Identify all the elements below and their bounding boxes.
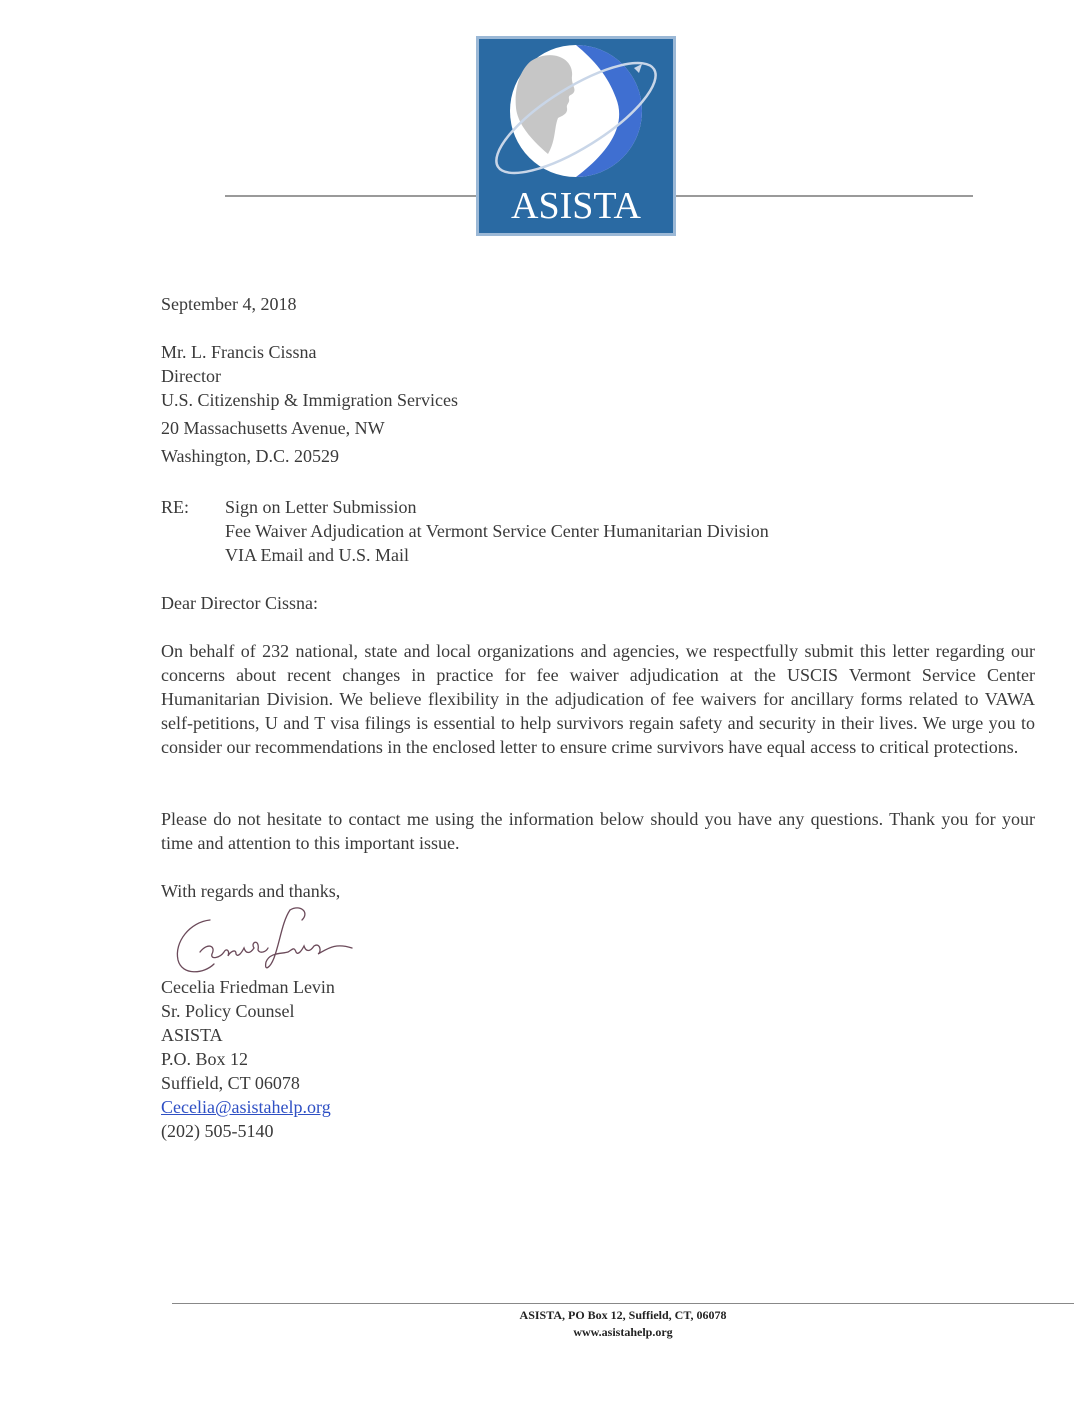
salutation: Dear Director Cissna: [161,593,318,613]
re-line: Sign on Letter Submission [225,497,417,517]
recipient-name: Mr. L. Francis Cissna [161,342,317,362]
re-line: Fee Waiver Adjudication at Vermont Service Center Humanitarian Division [225,521,769,541]
recipient-block [161,340,1035,412]
sender-email-link[interactable]: Cecelia@asistahelp.org [161,1097,331,1117]
closing: With regards and thanks, [161,881,341,901]
recipient-street: 20 Massachusetts Avenue, NW [161,418,385,438]
sender-name: Cecelia Friedman Levin [161,977,335,997]
recipient-city: Washington, D.C. 20529 [161,446,340,466]
recipient-title: Director [161,366,221,386]
sender-block [161,975,1035,1143]
header-rule-left [225,195,480,197]
footer-rule [172,1303,1074,1304]
sender-box: P.O. Box 12 [161,1049,249,1069]
sender-phone: (202) 505-5140 [161,1121,274,1141]
re-line: VIA Email and U.S. Mail [225,545,409,565]
recipient-org: U.S. Citizenship & Immigration Services [161,390,458,410]
body-paragraph-2: Please do not hesitate to contact me using the information below should you have any questions. Thank you for your time and attention to this important issue. [161,809,1035,853]
header-rule-right [673,195,973,197]
letter-date: September 4, 2018 [161,294,297,314]
re-label: RE: [161,497,190,517]
asista-logo [476,36,676,236]
logo-wordmark: ASISTA [511,185,641,227]
sender-org: ASISTA [161,1025,223,1045]
body-paragraph-1: On behalf of 232 national, state and local organizations and agencies, we respectfully submit this letter regarding our concerns about recent changes in practice for fee waiver adjudication at the USCIS Vermont Service Center Humanitarian Division. We believe flexibility in the adjudication of fee waivers for ancillary forms related to VAWA self-petitions, U and T visa filings is essential to help survivors regain safety and security in their lives. We urge you to consider our recommendations in the enclosed letter to ensure crime survivors have equal access to critical protections. [161,641,1035,757]
footer-website: www.asistahelp.org [573,1325,673,1339]
sender-city: Suffield, CT 06078 [161,1073,300,1093]
footer-address: ASISTA, PO Box 12, Suffield, CT, 06078 [519,1308,727,1322]
re-subject-block [225,495,769,567]
signature [170,902,360,986]
sender-title: Sr. Policy Counsel [161,1001,295,1021]
